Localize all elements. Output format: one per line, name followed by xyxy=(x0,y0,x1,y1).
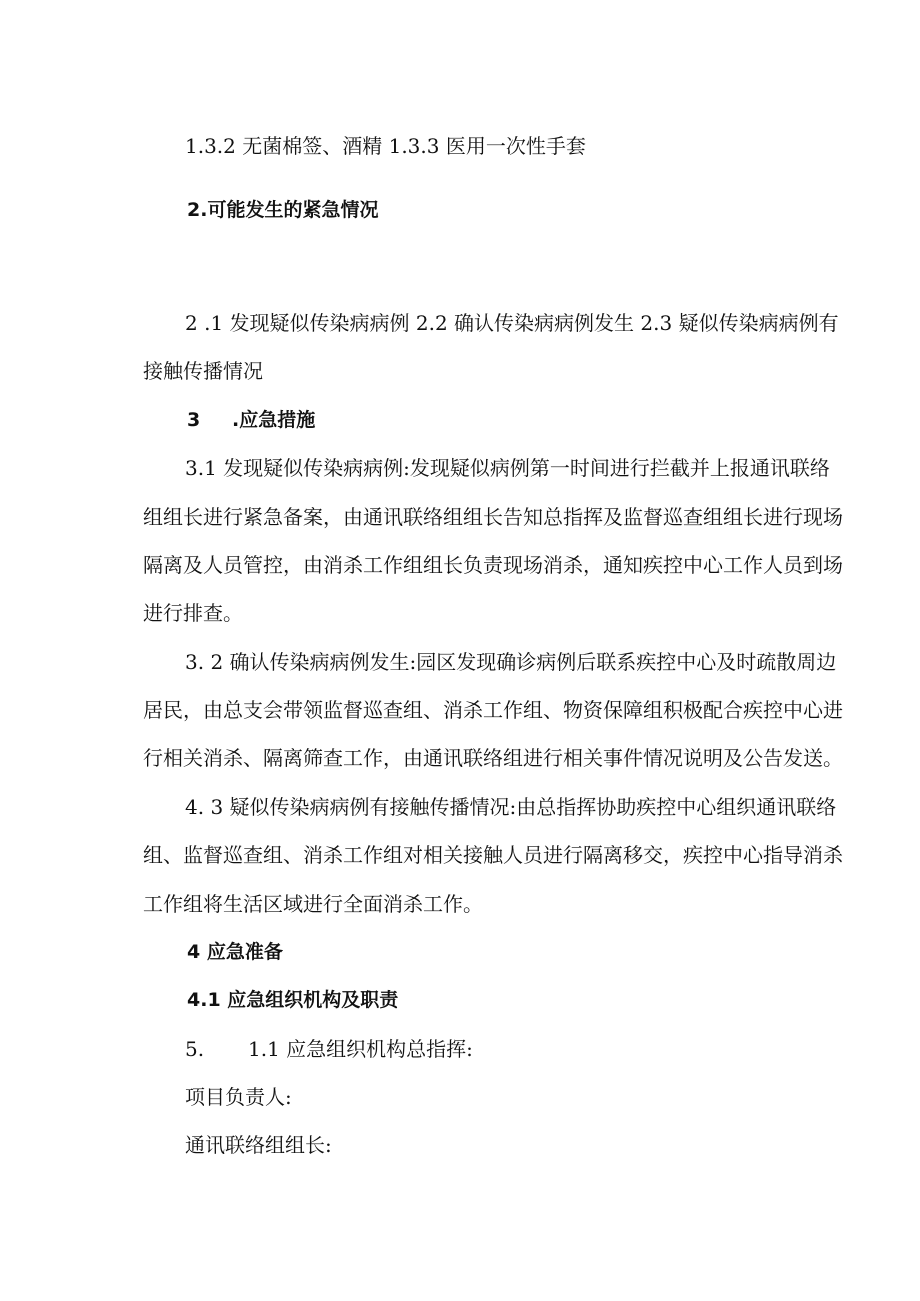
paragraph-3-1-line-2: 组组长进行紧急备案，由通讯联络组组长告知总指挥及监督巡查组组长进行现场 xyxy=(143,505,843,529)
paragraph-4-3-line-3: 工作组将生活区域进行全面消杀工作。 xyxy=(143,892,483,916)
communication-leader-label: 通讯联络组组长: xyxy=(185,1133,332,1157)
paragraph-3-2-line-1: 3. 2 确认传染病病例发生:园区发现确诊病例后联系疾控中心及时疏散周边 xyxy=(185,650,837,674)
paragraph-3-1-line-4: 进行排查。 xyxy=(143,601,243,625)
item-5-number: 5. xyxy=(185,1037,205,1061)
paragraph-4-3-line-1: 4. 3 疑似传染病病例有接触传播情况:由总指挥协助疾控中心组织通讯联络 xyxy=(185,795,837,819)
section-2-heading: 2.可能发生的紧急情况 xyxy=(187,199,379,221)
section-4-1-heading: 4.1 应急组织机构及职责 xyxy=(187,989,399,1011)
paragraph-3-2-line-2: 居民，由总支会带领监督巡查组、消杀工作组、物资保障组积极配合疾控中心进 xyxy=(143,698,843,722)
section-2-items-line-2: 接触传播情况 xyxy=(143,359,263,383)
item-5-text: 1.1 应急组织机构总指挥: xyxy=(248,1037,473,1061)
section-3-heading: .应急措施 xyxy=(232,409,316,431)
paragraph-3-2-line-3: 行相关消杀、隔离筛查工作，由通讯联络组进行相关事件情况说明及公告发送。 xyxy=(143,746,843,770)
paragraph-3-1-line-3: 隔离及人员管控，由消杀工作组组长负责现场消杀，通知疾控中心工作人员到场 xyxy=(143,553,843,577)
section-3-heading-number: 3 xyxy=(187,409,201,431)
section-2-items-line-1: 2 .1 发现疑似传染病病例 2.2 确认传染病病例发生 2.3 疑似传染病病例有 xyxy=(185,311,839,335)
supply-list-line: 1.3.2 无菌棉签、酒精 1.3.3 医用一次性手套 xyxy=(185,134,586,158)
section-4-heading: 4 应急准备 xyxy=(187,941,283,963)
paragraph-3-1-line-1: 3.1 发现疑似传染病病例:发现疑似病例第一时间进行拦截并上报通讯联络 xyxy=(185,456,830,480)
paragraph-4-3-line-2: 组、监督巡查组、消杀工作组对相关接触人员进行隔离移交，疾控中心指导消杀 xyxy=(143,843,843,867)
project-leader-label: 项目负责人: xyxy=(185,1085,292,1109)
